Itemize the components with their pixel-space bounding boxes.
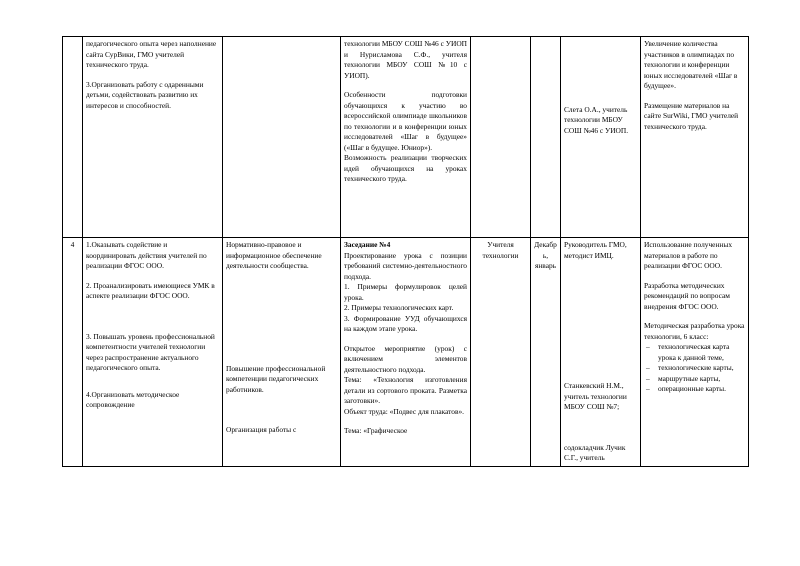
responsible-paragraph: Слета О.А., учитель технологии МБОУ СОШ №46 с УИОП. [564, 104, 629, 135]
row-dates-cell: Декабрь, январь [531, 238, 561, 467]
task-paragraph: педагогического опыта через наполнение сайта СурВики, ГМО учителей технического труда. [86, 39, 217, 70]
task-paragraph: 2. Проанализировать имеющиеся УМК в аспекте реализации ФГОС ООО. [86, 280, 215, 301]
row-task-cell [83, 238, 223, 467]
result-paragraph: Разработка методических рекомендаций по вопросам внедрения ФГОС ООО. [644, 280, 730, 311]
row-number-cell: 4 [63, 238, 83, 467]
task-paragraph: 1.Оказывать содействие и координировать действия учителей по реализации ФГОС ООО. [86, 240, 207, 271]
list-item: – маршрутные карты, [644, 374, 745, 385]
responsible-paragraph: Станкевский Н.М., учитель технологии МБОУ СОШ №7; [564, 381, 627, 412]
table-row [63, 238, 749, 467]
content-paragraph: Организация работы с [226, 425, 297, 435]
form-paragraph: 2. Примеры технологических карт. [344, 303, 454, 313]
row-number-cell [63, 37, 83, 238]
list-item: – технологические карты, [644, 363, 745, 374]
task-paragraph: 4.Организовать методическое сопровождение [86, 389, 180, 410]
content-paragraph: Нормативно-правовое и информационное обеспечение деятельности сообщества. [226, 240, 322, 271]
responsible-spacer [564, 39, 637, 50]
form-paragraph: Возможность реализации творческих идей обучающихся на уроках технического труда. [344, 153, 467, 184]
form-paragraph: Тема: «Технология изготовления детали из сортового проката. Разметка заготовки». [344, 375, 467, 406]
form-paragraph: технологии МБОУ СОШ №46 с УИОП и Нурисламова С.Ф., учителя технологии МБОУ СОШ №10 с УИОП). [344, 39, 467, 80]
result-paragraph: Увеличение количества участников в олимпиадах по технологии и конференции юных исследователей «Шаг в будущее». [644, 39, 738, 91]
row-dates-cell [531, 37, 561, 238]
row-content-cell [223, 37, 341, 238]
form-paragraph: 1. Примеры формулировок целей урока. [344, 282, 467, 302]
row-form-cell [341, 238, 471, 467]
form-paragraph: 3. Формирование УУД обучающихся на каждом этапе урока. [344, 313, 467, 334]
list-item: – технологическая карта урока к данной теме, [644, 342, 745, 363]
result-paragraph: Размещение материалов на сайте SurWiki, ГМО учителей технического труда. [644, 100, 739, 131]
result-paragraph: Методическая разработка урока технологии, 6 класс: [644, 321, 745, 341]
form-paragraph: Особенности подготовки обучающихся к участию во всероссийской олимпиаде школьников по технологии и в конференции юных исследователей «Шаг в будущее» («Шаг в будущее. Юниор»). [344, 90, 467, 152]
form-paragraph: Открытое мероприятие (урок) с включением элементов деятельностного подхода. [344, 343, 467, 374]
form-heading: Заседание №4 [344, 240, 391, 249]
form-paragraph: Объект труда: «Подвес для плакатов». [344, 406, 465, 416]
row-responsible-cell [561, 238, 641, 467]
responsible-paragraph: Руководитель ГМО, методист ИМЦ. [564, 240, 627, 260]
row-participants-cell [471, 37, 531, 238]
row-responsible-cell [561, 37, 641, 238]
responsible-paragraph: содокладчик Лучик С.Г., учитель [564, 442, 626, 463]
result-paragraph: Использование полученных материалов в работе по реализации ФГОС ООО. [644, 240, 733, 271]
task-paragraph: 3. Повышать уровень профессиональной компетентности учителей технологии через распространение актуального педагогического опыта. [86, 331, 215, 373]
row-result-cell [641, 238, 749, 467]
form-paragraph: Тема: «Графическое [344, 426, 408, 436]
table-row [63, 37, 749, 238]
row-result-cell [641, 37, 749, 238]
row-form-cell [341, 37, 471, 238]
work-plan-table [62, 36, 749, 467]
form-paragraph: Проектирование урока с позиции требований системно-деятельностного подхода. [344, 250, 467, 281]
result-item-list [644, 342, 745, 395]
content-paragraph: Повышение профессиональной компетенции педагогических работников. [226, 363, 326, 394]
task-paragraph: 3.Организовать работу с одаренными детьми, содействовать развитию их интересов и способностей. [86, 79, 204, 110]
row-participants-cell: Учителя технологии [471, 238, 531, 467]
row-content-cell [223, 238, 341, 467]
row-task-cell [83, 37, 223, 238]
list-item: – операционные карты. [644, 384, 745, 395]
